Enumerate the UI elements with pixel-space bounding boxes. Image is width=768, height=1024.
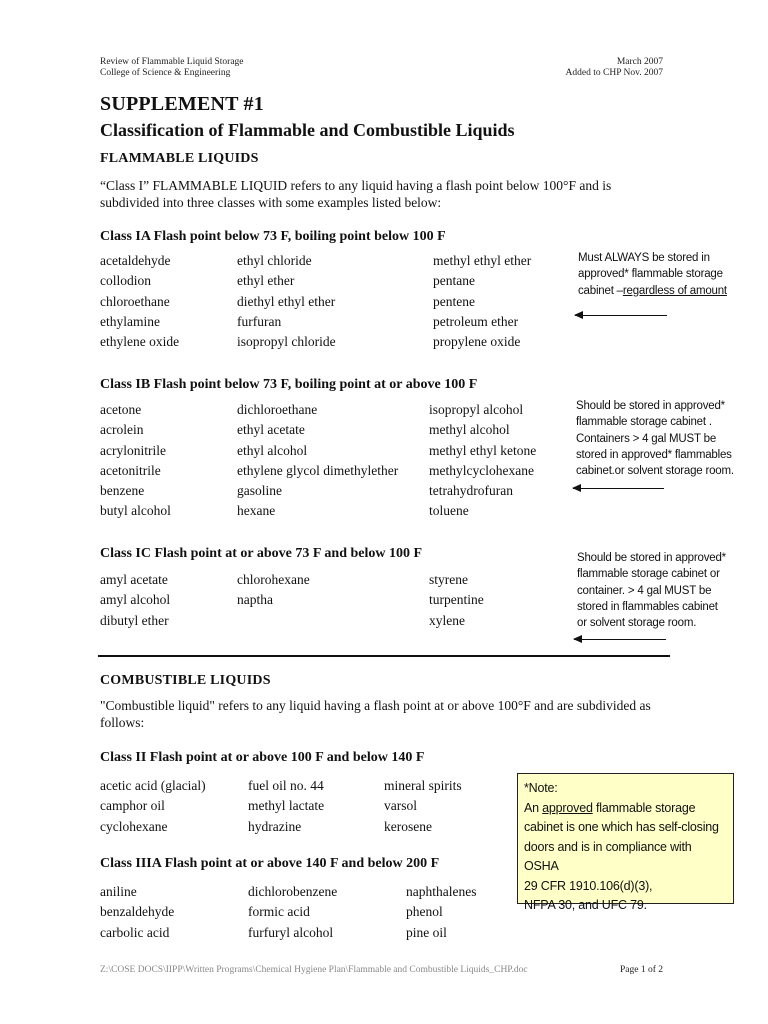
list-item: ethyl chloride <box>237 253 312 268</box>
flammable-intro <box>100 177 611 211</box>
list-item: methyl alcohol <box>429 422 510 438</box>
note-line: approved* flammable storage <box>578 268 723 281</box>
list-item: phenol <box>406 904 443 920</box>
class-ic-col1 <box>100 570 170 631</box>
list-item: gasoline <box>237 483 282 499</box>
class-iiia-heading: Class IIIA Flash point at or above 140 F and below 200 F <box>100 856 440 871</box>
list-item: acetaldehyde <box>100 253 171 268</box>
list-item: dichloroethane <box>237 402 318 417</box>
supplement-title: SUPPLEMENT #1 <box>100 93 264 115</box>
list-item: acetone <box>100 402 142 417</box>
combustible-intro-line1: "Combustible liquid" refers to any liquid having a flash point at or above 100°F and are subdivided as <box>100 698 651 713</box>
list-item: naphthalenes <box>406 884 477 899</box>
header-added-note: Added to CHP Nov. 2007 <box>565 68 663 78</box>
list-item: methyl lactate <box>248 798 325 814</box>
list-item: ethylene glycol dimethylether <box>237 462 399 478</box>
list-item: isopropyl alcohol <box>429 402 524 417</box>
note-line: or solvent storage room. <box>577 617 697 630</box>
list-item: mineral spirits <box>384 778 462 793</box>
note-line: Containers > 4 gal MUST be <box>576 432 717 445</box>
left-arrow-icon <box>575 315 667 316</box>
class-ia-storage-note <box>578 250 727 299</box>
flammable-intro-line1: “Class I” FLAMMABLE LIQUID refers to any liquid having a flash point below 100°F and is <box>100 178 612 193</box>
list-item: varsol <box>384 798 417 814</box>
list-item: ethylamine <box>100 313 160 329</box>
list-item: pentene <box>433 293 475 309</box>
combustible-heading: COMBUSTIBLE LIQUIDS <box>100 673 271 688</box>
list-item: kerosene <box>384 818 432 834</box>
list-item: methyl ethyl ketone <box>429 442 537 458</box>
list-item: toluene <box>429 503 469 519</box>
note-text: flammable storage <box>592 800 696 815</box>
list-item: propylene oxide <box>433 334 521 350</box>
note-line: container. > 4 gal MUST be <box>577 584 712 597</box>
note-line <box>578 283 727 299</box>
list-item: naptha <box>237 592 273 608</box>
list-item: benzene <box>100 483 145 499</box>
class-ib-heading: Class IB Flash point below 73 F, boiling point at or above 100 F <box>100 377 478 392</box>
list-item: ethyl ether <box>237 273 295 289</box>
list-item: furfuran <box>237 313 282 329</box>
note-title: *Note: <box>524 781 558 795</box>
note-line: Should be stored in approved* <box>577 552 726 564</box>
main-title: Classification of Flammable and Combustible Liquids <box>100 120 515 140</box>
list-item: turpentine <box>429 592 484 608</box>
flammable-heading: FLAMMABLE LIQUIDS <box>100 151 259 166</box>
list-item: dibutyl ether <box>100 612 169 628</box>
note-text: cabinet – <box>578 284 623 297</box>
class-ic-storage-note <box>577 550 726 631</box>
header-date: March 2007 <box>616 57 663 67</box>
list-item: formic acid <box>248 904 310 920</box>
list-item: acetic acid (glacial) <box>100 778 206 793</box>
class-ii-heading: Class II Flash point at or above 100 F and below 140 F <box>100 750 425 765</box>
note-line: Should be stored in approved* <box>576 400 725 412</box>
list-item: ethylene oxide <box>100 334 180 350</box>
note-line: doors and is in compliance with OSHA <box>524 839 692 873</box>
note-line: stored in flammables cabinet <box>577 600 718 613</box>
list-item: chlorohexane <box>237 572 310 587</box>
class-ia-col1 <box>100 251 179 352</box>
note-line: flammable storage cabinet . <box>576 416 712 429</box>
list-item: isopropyl chloride <box>237 334 336 350</box>
class-ia-col2 <box>237 251 336 352</box>
list-item: acetonitrile <box>100 462 161 478</box>
list-item: benzaldehyde <box>100 904 175 920</box>
note-emphasis: approved <box>542 800 593 815</box>
class-ia-col3 <box>433 251 531 352</box>
note-emphasis: regardless of amount <box>622 284 727 297</box>
class-ii-col1 <box>100 776 206 837</box>
class-ib-storage-note <box>576 398 734 479</box>
note-line <box>524 799 727 819</box>
list-item: cyclohexane <box>100 818 168 834</box>
list-item: pentane <box>433 273 475 289</box>
flammable-intro-line2: subdivided into three classes with some examples listed below: <box>100 195 442 210</box>
class-ic-col2 <box>237 570 310 611</box>
list-item: aniline <box>100 884 137 899</box>
left-arrow-icon <box>573 488 664 489</box>
list-item: ethyl acetate <box>237 422 305 438</box>
list-item: methylcyclohexane <box>429 462 534 478</box>
section-divider <box>98 655 670 657</box>
list-item: fuel oil no. 44 <box>248 778 324 793</box>
class-ii-col2 <box>248 776 324 837</box>
list-item: diethyl ethyl ether <box>237 293 336 309</box>
list-item: amyl acetate <box>100 572 168 587</box>
note-text: An <box>524 800 543 815</box>
header-organization: College of Science & Engineering <box>100 68 231 78</box>
list-item: collodion <box>100 273 151 289</box>
note-line: stored in approved* flammables <box>576 448 732 461</box>
list-item: petroleum ether <box>433 313 519 329</box>
page-number: Page 1 of 2 <box>619 965 663 975</box>
header-document-title: Review of Flammable Liquid Storage <box>100 57 244 67</box>
header-right <box>566 57 663 79</box>
combustible-intro <box>100 697 651 731</box>
list-item: hydrazine <box>248 818 302 834</box>
header-left <box>100 57 244 79</box>
class-ib-col1 <box>100 400 171 522</box>
list-item: hexane <box>237 503 276 519</box>
class-ib-col2 <box>237 400 398 522</box>
list-item: tetrahydrofuran <box>429 483 513 499</box>
list-item: dichlorobenzene <box>248 884 338 899</box>
list-item: acrylonitrile <box>100 442 166 458</box>
note-line: flammable storage cabinet or <box>577 568 720 581</box>
footer-file-path: Z:\COSE DOCS\IIPP\Written Programs\Chemical Hygiene Plan\Flammable and Combustible Liquids_CHP.doc <box>100 965 528 975</box>
class-iiia-col3 <box>406 882 476 943</box>
note-line: Must ALWAYS be stored in <box>578 252 710 264</box>
list-item: butyl alcohol <box>100 503 171 519</box>
class-ia-heading: Class IA Flash point below 73 F, boiling point below 100 F <box>100 229 446 244</box>
approved-cabinet-note-box <box>517 773 734 912</box>
class-ic-heading: Class IC Flash point at or above 73 F and below 100 F <box>100 546 423 561</box>
class-ib-col3 <box>429 400 536 522</box>
left-arrow-icon <box>574 639 666 640</box>
list-item: chloroethane <box>100 293 170 309</box>
class-ii-col3 <box>384 776 462 837</box>
combustible-intro-line2: follows: <box>100 715 145 730</box>
list-item: acrolein <box>100 422 144 438</box>
note-line: cabinet.or solvent storage room. <box>576 465 734 478</box>
class-iiia-col1 <box>100 882 174 943</box>
list-item: furfuryl alcohol <box>248 924 334 940</box>
list-item: xylene <box>429 612 465 628</box>
note-line: 29 CFR 1910.106(d)(3), <box>524 878 653 893</box>
list-item: camphor oil <box>100 798 165 814</box>
note-line: cabinet is one which has self-closing <box>524 820 719 834</box>
class-iiia-col2 <box>248 882 337 943</box>
note-line: NFPA 30, and UFC 79. <box>524 898 647 912</box>
list-item: pine oil <box>406 924 447 940</box>
list-item: carbolic acid <box>100 924 170 940</box>
list-item: methyl ethyl ether <box>433 253 532 268</box>
list-item: styrene <box>429 572 468 587</box>
class-ic-col3 <box>429 570 484 631</box>
list-item: amyl alcohol <box>100 592 171 608</box>
list-item: ethyl alcohol <box>237 442 308 458</box>
